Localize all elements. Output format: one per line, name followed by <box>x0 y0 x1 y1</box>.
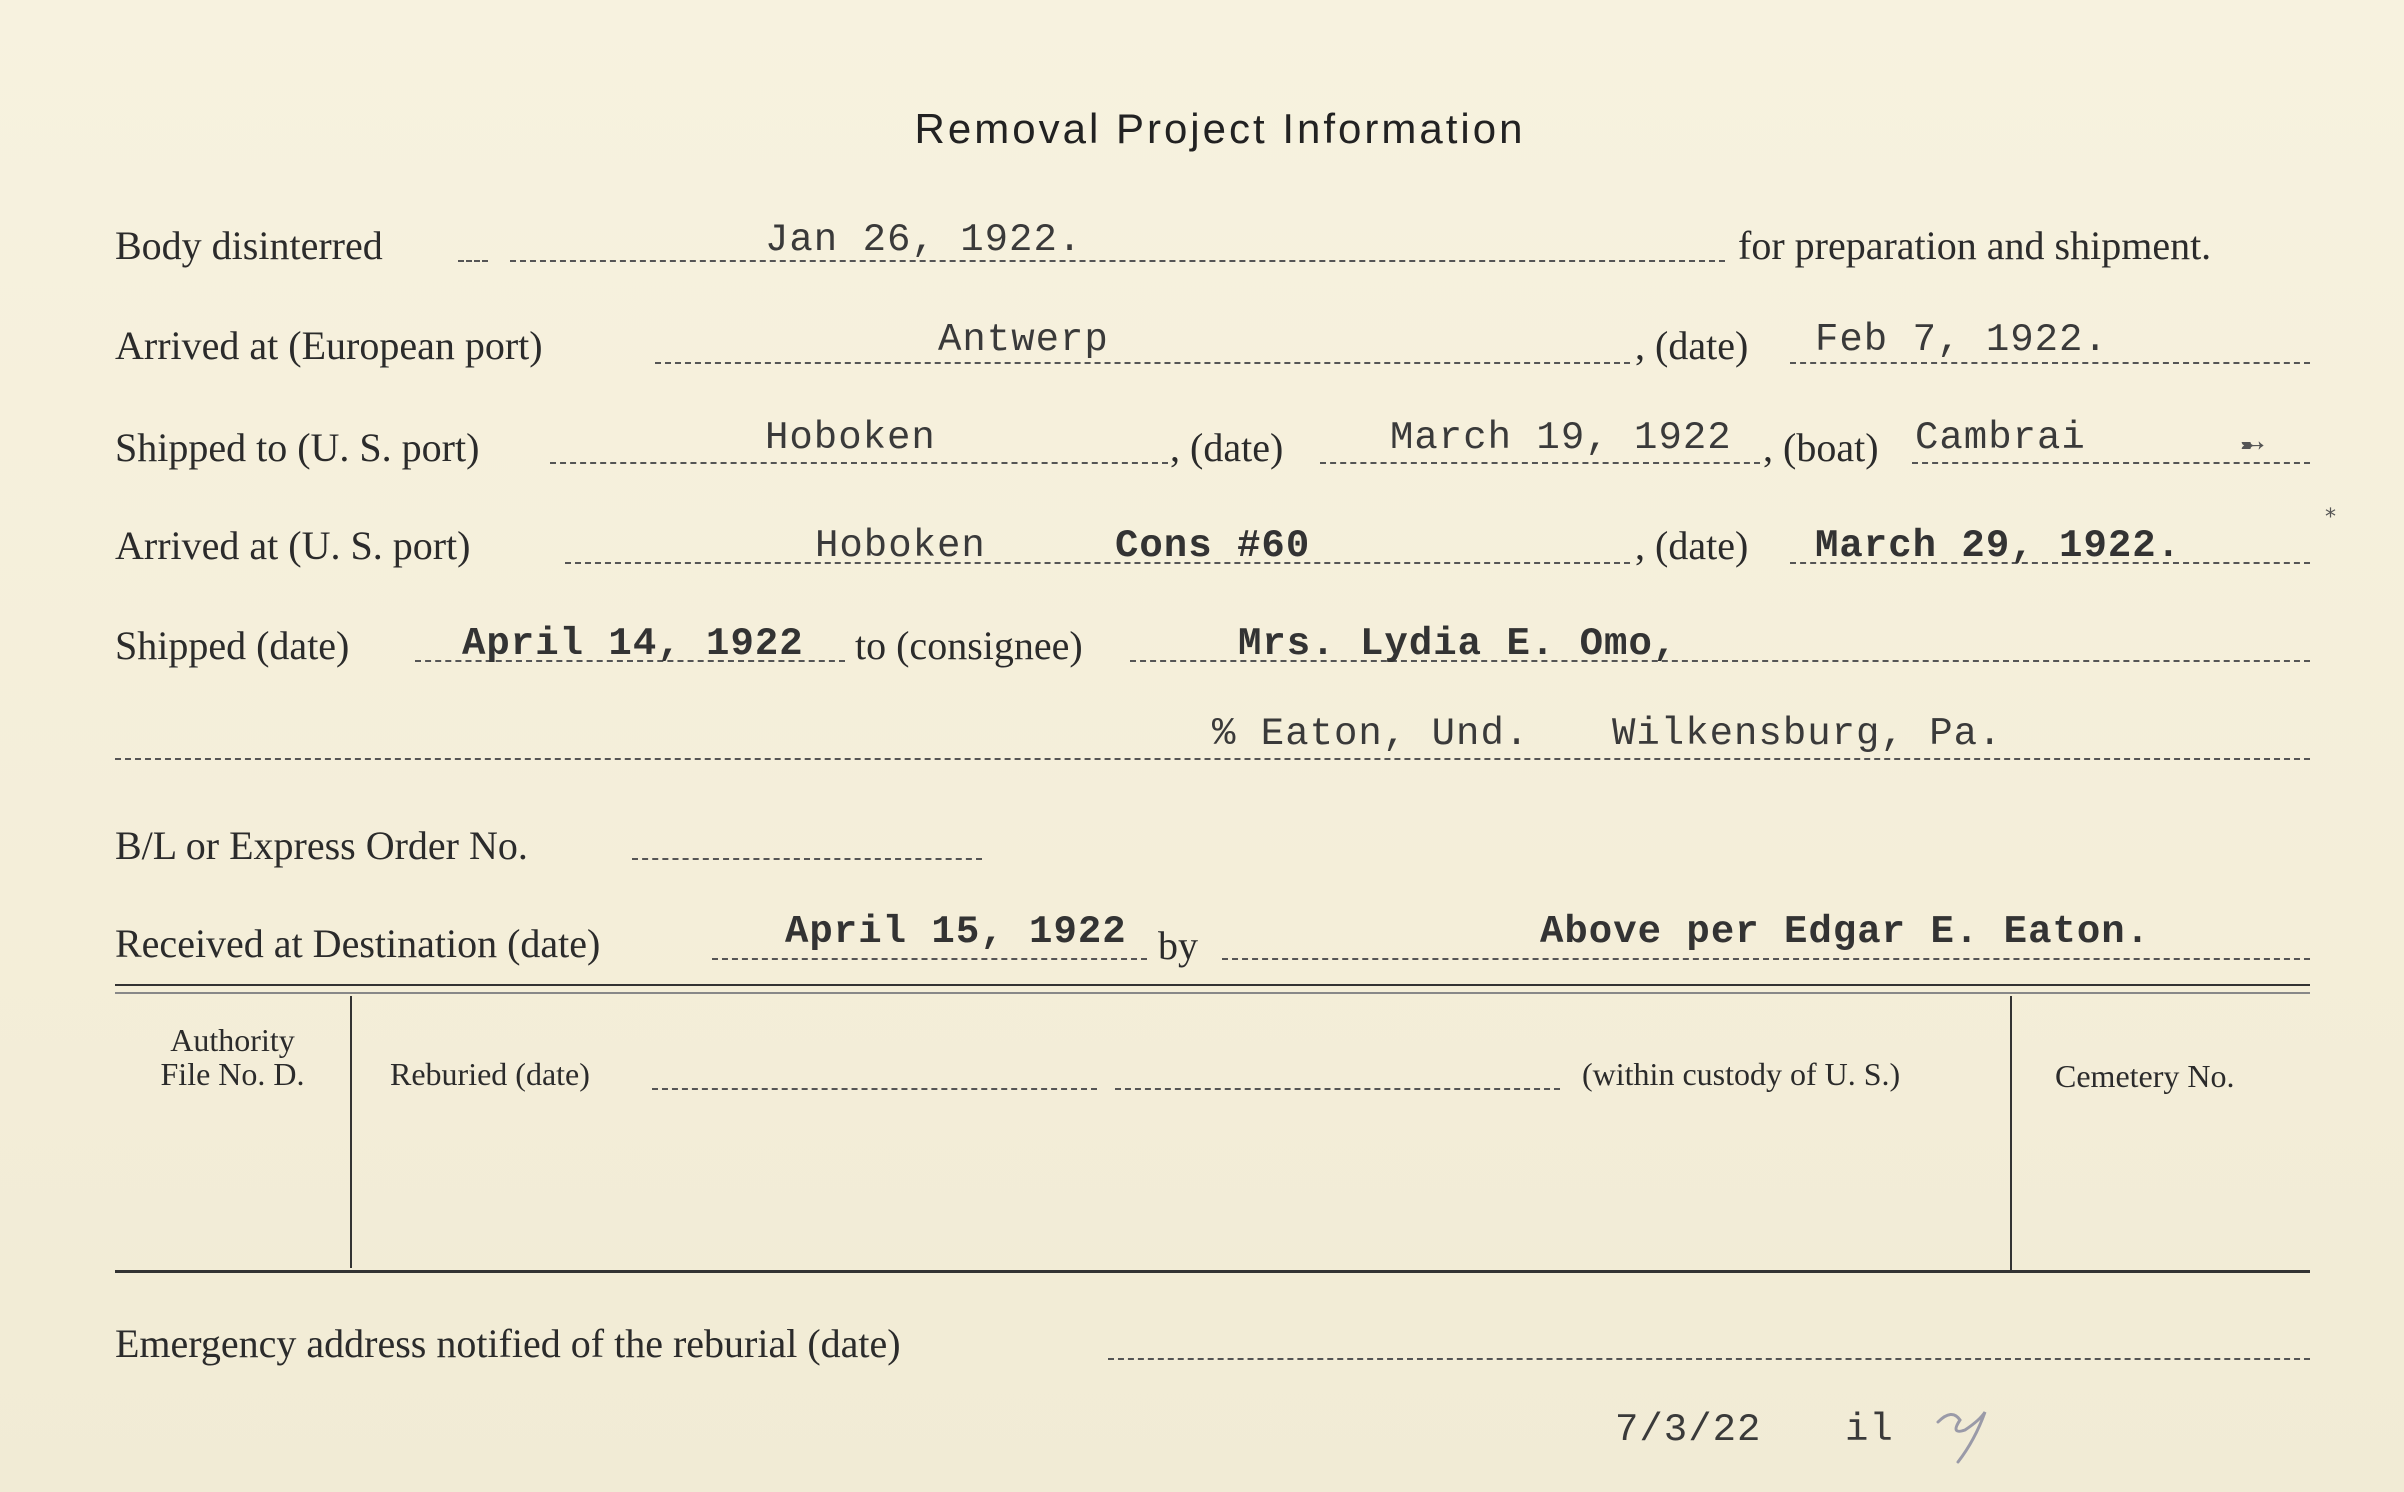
cemetery-label: Cemetery No. <box>2055 1058 2235 1094</box>
ink-smudge-icon: ➸ <box>2240 428 2266 463</box>
footer-initials: il <box>1845 1408 1894 1452</box>
shipped-us-date: March 19, 1922 <box>1390 416 1732 460</box>
received-by-label: by <box>1158 923 1198 968</box>
box-top-rule-2 <box>115 992 2310 994</box>
shipped-label: Shipped (date) <box>115 623 350 668</box>
shipped-us-date-line <box>1320 462 1760 464</box>
box-bottom-rule <box>115 1270 2310 1273</box>
received-label: Received at Destination (date) <box>115 921 601 966</box>
emergency-line <box>1108 1358 2310 1360</box>
box-top-rule-1 <box>115 984 2310 986</box>
bl-line <box>632 858 982 860</box>
card-title: Removal Project Information <box>914 105 1526 152</box>
boat-name: Cambrai <box>1915 416 2086 460</box>
shipped-us-line <box>550 462 1168 464</box>
received-by-line <box>1222 958 2310 960</box>
european-port: Antwerp <box>938 318 1109 362</box>
bl-label: B/L or Express Order No. <box>115 823 528 868</box>
disinterred-line <box>510 260 1725 262</box>
authority-label-line2: File No. D. <box>160 1056 305 1092</box>
authority-label-line1: Authority <box>170 1022 295 1058</box>
received-date: April 15, 1922 <box>785 910 1127 954</box>
arrived-us-label: Arrived at (U. S. port) <box>115 523 471 568</box>
footer-date: 7/3/22 <box>1615 1408 1762 1452</box>
shipped-us-date-label: , (date) <box>1170 425 1284 470</box>
reburied-label: Reburied (date) <box>390 1056 590 1092</box>
emergency-label: Emergency address notified of the reburial (date) <box>115 1321 901 1366</box>
shipped-date: April 14, 1922 <box>462 622 804 666</box>
reburied-line-1 <box>652 1088 1097 1090</box>
reburied-line-2 <box>1115 1088 1560 1090</box>
consignee-label: to (consignee) <box>855 623 1083 668</box>
arrived-us-date: March 29, 1922. <box>1815 524 2182 568</box>
arrived-us-port: Hoboken <box>815 524 986 568</box>
address-line <box>115 758 2310 760</box>
boat-label: , (boat) <box>1763 425 1879 470</box>
arrived-europe-label: Arrived at (European port) <box>115 323 543 368</box>
received-by: Above per Edgar E. Eaton. <box>1540 910 2151 954</box>
address-care-of: % Eaton, Und. <box>1212 712 1530 756</box>
arrived-europe-date-line <box>1790 362 2310 364</box>
ink-dot-icon: * <box>2325 505 2336 530</box>
consignee-name: Mrs. Lydia E. Omo, <box>1238 622 1678 666</box>
box-divider-left <box>350 996 352 1268</box>
received-date-line <box>712 958 1147 960</box>
handwritten-mark-icon <box>1930 1400 2010 1470</box>
disinterred-label: Body disinterred <box>115 223 383 268</box>
arrived-europe-date-label: , (date) <box>1635 323 1749 368</box>
arrived-us-date-label: , (date) <box>1635 523 1749 568</box>
box-divider-right <box>2010 996 2012 1272</box>
disinterred-suffix: for preparation and shipment. <box>1738 223 2212 268</box>
shipped-us-label: Shipped to (U. S. port) <box>115 425 480 470</box>
arrived-europe-date: Feb 7, 1922. <box>1815 318 2108 362</box>
arrived-europe-line <box>655 362 1630 364</box>
us-port: Hoboken <box>765 416 936 460</box>
disinterred-line-short <box>458 260 488 262</box>
disinterred-date: Jan 26, 1922. <box>765 218 1083 262</box>
arrived-us-line <box>565 562 1630 564</box>
custody-label: (within custody of U. S.) <box>1582 1056 1901 1092</box>
address-city: Wilkensburg, Pa. <box>1612 712 2003 756</box>
cons-number: Cons #60 <box>1115 524 1311 568</box>
